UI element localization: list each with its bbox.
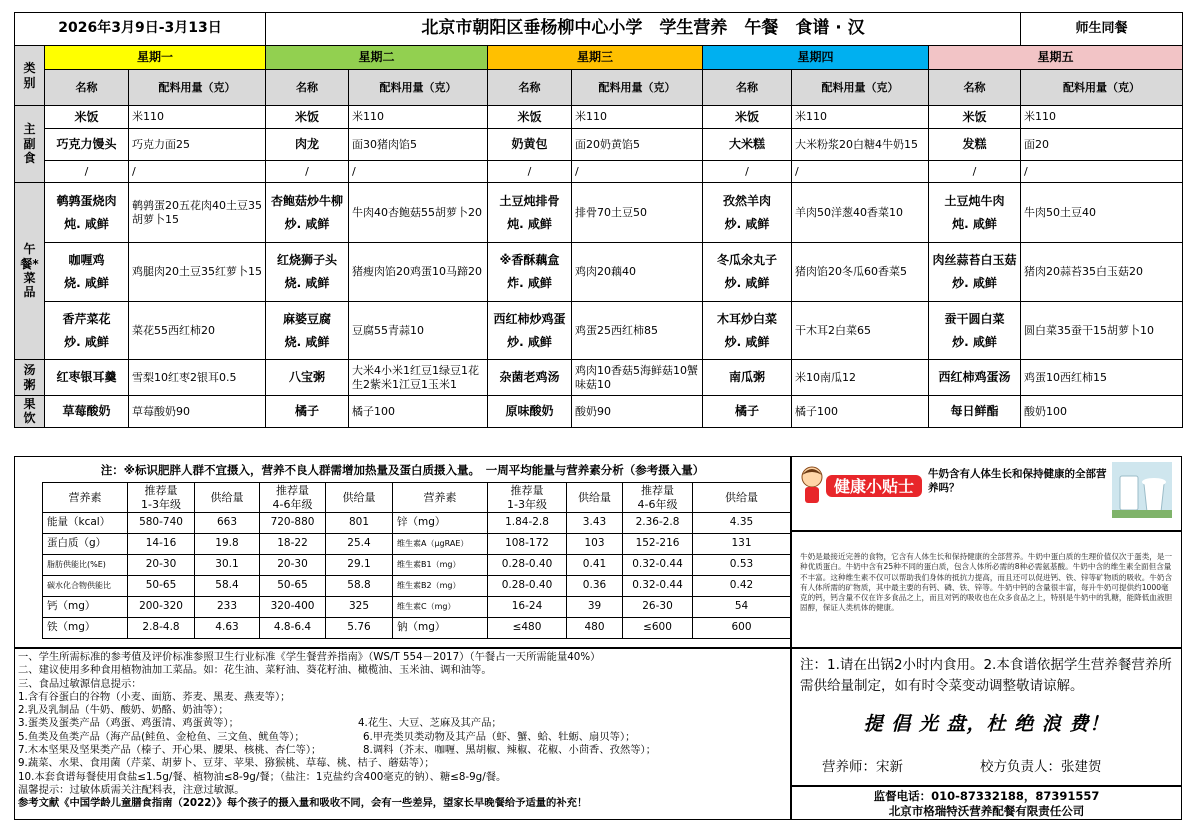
dish-ingredients: 大米粉浆20白糖4牛奶15 xyxy=(792,129,929,161)
dish-method: 炒. 咸鲜 xyxy=(284,216,330,231)
nutrition-header-row xyxy=(43,483,791,513)
nutrition-header: 供给量 xyxy=(195,483,260,513)
dish-ingredients: 猪肉馅20冬瓜60香菜5 xyxy=(792,243,929,302)
dish-name: 原味酸奶 xyxy=(488,396,572,428)
day-header-tue: 星期二 xyxy=(266,46,488,70)
dish-name: 奶黄包 xyxy=(488,129,572,161)
nutrition-cell: 26-30 xyxy=(623,597,693,618)
section-label: 主副食 xyxy=(15,106,45,183)
note-line: 8.调料（芥末、咖喱、黑胡椒、辣椒、花椒、小茴香、孜然等）； xyxy=(363,744,656,757)
nutrition-header: 推荐量 4-6年级 xyxy=(260,483,326,513)
nutrition-cell: 4.8-6.4 xyxy=(260,618,326,639)
nutrition-header: 供给量 xyxy=(326,483,393,513)
dish-ingredients: 猪瘦肉馅20鸡蛋10马蹄20 xyxy=(349,243,488,302)
supervision-box xyxy=(791,786,1182,820)
note-line: 1.含有谷蛋白的谷物（小麦、面筋、荞麦、黑麦、燕麦等）； xyxy=(18,690,291,703)
page-title: 北京市朝阳区垂杨柳中心小学 学生营养 午餐 食谱 · 汉 xyxy=(266,13,1021,46)
dish-name: 西红柿炒鸡蛋 xyxy=(493,311,566,326)
dish-name: 西红柿鸡蛋汤 xyxy=(929,360,1021,396)
dish-name: 八宝粥 xyxy=(266,360,349,396)
dish-ingredients: 牛肉40杏鲍菇55胡萝卜20 xyxy=(349,183,488,243)
menu-page xyxy=(14,12,1182,820)
day-header-mon: 星期一 xyxy=(45,46,266,70)
dish-ingredients: 干木耳2白菜65 xyxy=(792,302,929,360)
dish-cell xyxy=(488,243,572,302)
dish-name: 杂菌老鸡汤 xyxy=(488,360,572,396)
dish-name: 米饭 xyxy=(266,106,349,129)
nutrition-cell: 0.28-0.40 xyxy=(488,576,567,597)
dish-name: 每日鲜酯 xyxy=(929,396,1021,428)
nutrition-cell: 801 xyxy=(326,513,393,534)
dish-cell xyxy=(45,243,129,302)
dish-ingredients: 橘子100 xyxy=(349,396,488,428)
tips-question: 牛奶含有人体生长和保持健康的全部营养吗？ xyxy=(928,468,1107,494)
dish-cell xyxy=(929,183,1021,243)
nutrition-cell: 200-320 xyxy=(128,597,195,618)
dish-cell xyxy=(703,243,792,302)
bottom-panel xyxy=(14,456,1182,820)
nutrition-cell: 131 xyxy=(693,534,791,555)
dish-ingredients: 米110 xyxy=(792,106,929,129)
col-name-header: 名称 xyxy=(929,70,1021,106)
dish-ingredients: 米110 xyxy=(349,106,488,129)
dish-name: 巧克力馒头 xyxy=(45,129,129,161)
dish-name: 土豆炖牛肉 xyxy=(944,193,1005,208)
nutrition-cell: 2.36-2.8 xyxy=(623,513,693,534)
milk-picture xyxy=(1112,462,1172,518)
empty-slash: / xyxy=(129,161,266,183)
nutrition-cell: 0.28-0.40 xyxy=(488,555,567,576)
dish-cell xyxy=(929,302,1021,360)
dish-ingredients: 酸奶100 xyxy=(1021,396,1183,428)
dish-name: 麻婆豆腐 xyxy=(282,311,331,326)
dish-name: 发糕 xyxy=(929,129,1021,161)
dish-ingredients: 鸡蛋25西红柿85 xyxy=(572,302,703,360)
dish-cell xyxy=(266,243,349,302)
dish-method: 炖. 咸鲜 xyxy=(64,216,109,231)
note-line: 温馨提示：过敏体质需关注配料表，注意过敏源。 xyxy=(18,783,245,796)
health-tips-logo xyxy=(796,461,924,505)
col-name-header: 名称 xyxy=(488,70,572,106)
nutrition-cell: 钙（mg） xyxy=(43,597,128,618)
dish-cell xyxy=(266,183,349,243)
note-line: 4.花生、大豆、芝麻及其产品； xyxy=(358,717,502,730)
nutrition-header: 推荐量 1-3年级 xyxy=(488,483,567,513)
nutrition-cell: 580-740 xyxy=(128,513,195,534)
nutrition-cell: 14-16 xyxy=(128,534,195,555)
empty-slash: / xyxy=(703,161,792,183)
nutrition-row xyxy=(43,597,791,618)
dish-cell xyxy=(45,302,129,360)
dish-name: 咖喱鸡 xyxy=(68,253,105,268)
empty-slash: / xyxy=(1021,161,1183,183)
nutrition-cell: 29.1 xyxy=(326,555,393,576)
dish-ingredients: 猪肉20蒜苔35白玉菇20 xyxy=(1021,243,1183,302)
nutrition-caption: 注：※标识肥胖人群不宜摄入，营养不良人群需增加热量及蛋白质摄入量。 一周平均能量与营养素分析（参考摄入量） xyxy=(100,463,705,477)
category-label: 类别 xyxy=(15,46,45,106)
nutrition-cell: 58.8 xyxy=(326,576,393,597)
tips-body: 牛奶是最接近完善的食物，它含有人体生长和保持健康的全部营养。牛奶中蛋白质的生理价值仅次于蛋类，是一种优质蛋白。牛奶中含有25种不同的蛋白质，包含人体所必需的8种必需氨基酸。牛奶中含的维生素全面但含量不丰富。这种维生素不仅可以帮助我们身体的抵抗力提高，而且还可以促进钙、铁、锌等矿物质的吸收。牛奶含有人体所需的矿物质，其中最主要的有钙、磷、铁、锌等。牛奶中钙的含量很丰富，每升牛奶可提供约1000毫克的钙，钙含量不仅在许多食品之上，而且对钙的吸收也在众多食品之上，特别是牛奶中的乳糖，能降低血液胆固醇，保证人类机体的健康。 xyxy=(800,552,1173,613)
dish-name: 米饭 xyxy=(703,106,792,129)
empty-slash: / xyxy=(572,161,703,183)
nutrition-cell: 蛋白质（g） xyxy=(43,534,128,555)
supervise-phone: 监督电话：010-87332188，87391557 xyxy=(873,789,1100,803)
day-header-fri: 星期五 xyxy=(929,46,1183,70)
dish-ingredients: 巧克力面25 xyxy=(129,129,266,161)
empty-slash: / xyxy=(45,161,129,183)
nutrition-row xyxy=(43,555,791,576)
dish-method: 炒. 咸鲜 xyxy=(64,334,109,349)
dish-name: 孜然羊肉 xyxy=(722,193,771,208)
dish-ingredients: 圆白菜35蚕干15胡萝卜10 xyxy=(1021,302,1183,360)
right-notes-box xyxy=(791,648,1182,786)
nutrition-cell: 233 xyxy=(195,597,260,618)
dish-name: 土豆炖排骨 xyxy=(499,193,560,208)
nutrition-cell: 0.32-0.44 xyxy=(623,555,693,576)
dish-ingredients: 豆腐55青蒜10 xyxy=(349,302,488,360)
dish-ingredients: 米110 xyxy=(1021,106,1183,129)
dish-cell xyxy=(488,183,572,243)
col-ingredient-header: 配料用量（克） xyxy=(349,70,488,106)
dish-cell xyxy=(488,302,572,360)
nutrition-cell: 18-22 xyxy=(260,534,326,555)
dish-method: 炒. 咸鲜 xyxy=(952,334,997,349)
dish-ingredients: 面20奶黄馅5 xyxy=(572,129,703,161)
dish-method: 烧. 咸鲜 xyxy=(284,334,330,349)
notes-box xyxy=(14,648,791,820)
nutrition-cell: 4.35 xyxy=(693,513,791,534)
nutrition-cell: 0.41 xyxy=(567,555,623,576)
nutrition-cell: ≤600 xyxy=(623,618,693,639)
note-line: 一、学生所需标准的参考值及评价标准参照卫生行业标准《学生餐营养指南》（WS/T 554－2017）（午餐占一天所需能量40%） xyxy=(18,651,601,663)
note-line: 5.鱼类及鱼类产品（海产品(鲑鱼、金枪鱼、三文鱼、鱿鱼等）； xyxy=(18,730,305,743)
col-ingredient-header: 配料用量（克） xyxy=(129,70,266,106)
nutrition-header: 推荐量 4-6年级 xyxy=(623,483,693,513)
col-name-header: 名称 xyxy=(45,70,129,106)
empty-slash: / xyxy=(488,161,572,183)
col-ingredient-header: 配料用量（克） xyxy=(572,70,703,106)
nutrition-cell: 4.63 xyxy=(195,618,260,639)
note-line: 6.甲壳类贝类动物及其产品（虾、蟹、蛤、牡蛎、扇贝等）； xyxy=(363,730,636,743)
nutrition-cell: 480 xyxy=(567,618,623,639)
section-label: 午餐*菜品 xyxy=(15,183,45,360)
dish-name: 南瓜粥 xyxy=(703,360,792,396)
tips-header xyxy=(791,456,1182,531)
nutrition-cell: 维生素C（mg） xyxy=(393,597,488,618)
dish-name: 香芹菜花 xyxy=(62,311,111,326)
dish-ingredients: 菜花55西红柿20 xyxy=(129,302,266,360)
dish-cell xyxy=(45,183,129,243)
nutrition-cell: 1.84-2.8 xyxy=(488,513,567,534)
nutrition-cell: 2.8-4.8 xyxy=(128,618,195,639)
dish-name: 木耳炒白菜 xyxy=(716,311,777,326)
dish-method: 炒. 咸鲜 xyxy=(724,334,770,349)
dish-ingredients: 面20 xyxy=(1021,129,1183,161)
dish-cell xyxy=(703,302,792,360)
nutritionist: 营养师：宋新 xyxy=(822,759,903,775)
note-line: 参考文献《中国学龄儿童膳食指南（2022）》每个孩子的摄入量和吸收不同，会有一些差异，望家长早晚餐给予适量的补充！ xyxy=(18,797,588,810)
dish-ingredients: 橘子100 xyxy=(792,396,929,428)
nutrition-cell: 钠（mg） xyxy=(393,618,488,639)
nutrition-cell: 152-216 xyxy=(623,534,693,555)
nutrition-cell: 54 xyxy=(693,597,791,618)
dish-ingredients: 草莓酸奶90 xyxy=(129,396,266,428)
section-label: 果饮 xyxy=(15,396,45,428)
dish-ingredients: 羊肉50洋葱40香菜10 xyxy=(792,183,929,243)
dish-method: 炒. 咸鲜 xyxy=(724,216,770,231)
section-label: 汤粥 xyxy=(15,360,45,396)
nutrition-cell: 0.53 xyxy=(693,555,791,576)
dish-method: 炒. 咸鲜 xyxy=(724,276,770,290)
dish-name: 米饭 xyxy=(488,106,572,129)
dish-name: 杏鲍菇炒牛柳 xyxy=(270,193,343,208)
nutrition-cell: 50-65 xyxy=(128,576,195,597)
nutrition-header: 推荐量 1-3年级 xyxy=(128,483,195,513)
nutrition-cell: 锌（mg） xyxy=(393,513,488,534)
company-name: 北京市格瑞特沃营养配餐有限责任公司 xyxy=(888,804,1085,818)
nutrition-cell: 39 xyxy=(567,597,623,618)
slogan: 提 倡 光 盘，杜 绝 浪 费！ xyxy=(863,713,1110,735)
nutrition-cell: 25.4 xyxy=(326,534,393,555)
dish-ingredients: 鸡腿肉20土豆35红萝卜15 xyxy=(129,243,266,302)
dish-name: 鹌鹑蛋烧肉 xyxy=(56,193,117,208)
dish-ingredients: 鹌鹑蛋20五花肉40土豆35胡萝卜15 xyxy=(129,183,266,243)
nutrition-cell: 325 xyxy=(326,597,393,618)
serving-note: 注：1.请在出锅2小时内食用。2.本食谱依据学生营养餐营养所需供给量制定，如有时令菜变动调整敬请谅解。 xyxy=(800,657,1172,694)
dish-name: 大米糕 xyxy=(703,129,792,161)
note-line: 二、建议使用多种食用植物油加工菜品。如：花生油、菜籽油、葵花籽油、橄榄油、玉米油、调和油等。 xyxy=(18,664,492,677)
nutrition-cell: 663 xyxy=(195,513,260,534)
nutrition-table xyxy=(42,482,791,639)
nutrition-header: 供给量 xyxy=(567,483,623,513)
nutrition-cell: 0.32-0.44 xyxy=(623,576,693,597)
nutrition-cell: 16-24 xyxy=(488,597,567,618)
nutrition-cell: 50-65 xyxy=(260,576,326,597)
dish-name: 米饭 xyxy=(45,106,129,129)
dish-name: 草莓酸奶 xyxy=(45,396,129,428)
nutrition-header: 营养素 xyxy=(43,483,128,513)
nutrition-cell: 108-172 xyxy=(488,534,567,555)
dish-ingredients: 酸奶90 xyxy=(572,396,703,428)
dish-ingredients: 面30猪肉馅5 xyxy=(349,129,488,161)
dish-ingredients: 牛肉50土豆40 xyxy=(1021,183,1183,243)
nutrition-row xyxy=(43,576,791,597)
dish-ingredients: 雪梨10红枣2银耳0.5 xyxy=(129,360,266,396)
note-line: 10.本套食谱每餐使用食盐≤1.5g/餐、植物油≤8-9g/餐；（盐注：1克盐约含400毫克的钠）、糖≤8-9g/餐。 xyxy=(18,770,507,783)
empty-slash: / xyxy=(349,161,488,183)
empty-slash: / xyxy=(266,161,349,183)
note-line: 3.蛋类及蛋类产品（鸡蛋、鸡蛋清、鸡蛋黄等）； xyxy=(18,717,239,730)
dish-name: 蚕干圆白菜 xyxy=(944,311,1005,326)
school-contact: 校方负责人：张建贺 xyxy=(980,759,1102,775)
dish-method: 炖. 咸鲜 xyxy=(507,216,552,231)
nutrition-row xyxy=(43,534,791,555)
dish-method: 炖. 咸鲜 xyxy=(952,216,997,231)
meal-tag: 师生同餐 xyxy=(1021,13,1183,46)
date-range: 2026年3月9日-3月13日 xyxy=(15,13,266,46)
dish-method: 烧. 咸鲜 xyxy=(64,276,109,290)
dish-ingredients: 米110 xyxy=(572,106,703,129)
nutrition-cell: 维生素B2（mg） xyxy=(393,576,488,597)
dish-ingredients: 大米4小米1红豆1绿豆1花生2紫米1江豆1玉米1 xyxy=(349,360,488,396)
nutrition-cell: 600 xyxy=(693,618,791,639)
note-line: 三、食品过敏源信息提示： xyxy=(18,677,142,690)
note-line: 9.蔬菜、水果、食用菌（芹菜、胡萝卜、豆芽、苹果、猕猴桃、草莓、桃、桔子、蘑菇等）； xyxy=(18,757,435,770)
nutrition-row xyxy=(43,513,791,534)
nutrition-row xyxy=(43,618,791,639)
dish-method: 烧. 咸鲜 xyxy=(284,276,330,290)
nutrition-cell: 19.8 xyxy=(195,534,260,555)
nutrition-cell: 碳水化合物供能比 xyxy=(43,576,128,597)
dish-ingredients: 米10南瓜12 xyxy=(792,360,929,396)
dish-cell xyxy=(266,302,349,360)
dish-name: 橘子 xyxy=(266,396,349,428)
nutrition-header: 营养素 xyxy=(393,483,488,513)
col-ingredient-header: 配料用量（克） xyxy=(1021,70,1183,106)
nutrition-cell: 0.42 xyxy=(693,576,791,597)
nutrition-cell: 维生素A（μgRAE） xyxy=(393,534,488,555)
nutrition-cell: 5.76 xyxy=(326,618,393,639)
dish-name: 红烧狮子头 xyxy=(276,253,337,268)
dish-name: 冬瓜氽丸子 xyxy=(716,253,777,268)
note-line: 2.乳及乳制品（牛奶、酸奶、奶酪、奶油等）； xyxy=(18,704,229,717)
day-header-wed: 星期三 xyxy=(488,46,703,70)
note-line: 7.木本坚果及坚果类产品（榛子、开心果、腰果、核桃、杏仁等）； xyxy=(18,744,322,757)
dish-cell xyxy=(929,243,1021,302)
dish-method: 炒. 咸鲜 xyxy=(507,334,552,349)
col-name-header: 名称 xyxy=(266,70,349,106)
nutrition-cell: 720-880 xyxy=(260,513,326,534)
tips-body-box xyxy=(791,531,1182,648)
dish-ingredients: 鸡肉20藕40 xyxy=(572,243,703,302)
nutrition-cell: 能量（kcal） xyxy=(43,513,128,534)
nutrition-cell: 3.43 xyxy=(567,513,623,534)
health-tips-title: 健康小贴士 xyxy=(833,477,915,496)
nutrition-cell: ≤480 xyxy=(488,618,567,639)
dish-ingredients: 米110 xyxy=(129,106,266,129)
col-name-header: 名称 xyxy=(703,70,792,106)
dish-method: 炸. 咸鲜 xyxy=(507,276,552,290)
nutrition-cell: 维生素B1（mg） xyxy=(393,555,488,576)
nutrition-cell: 20-30 xyxy=(128,555,195,576)
dish-name: ※香酥藕盒 xyxy=(499,253,560,268)
dish-ingredients: 鸡肉10香菇5海鲜菇10蟹味菇10 xyxy=(572,360,703,396)
nutrition-cell: 脂肪供能比(%E) xyxy=(43,555,128,576)
day-header-thu: 星期四 xyxy=(703,46,929,70)
dish-name: 肉龙 xyxy=(266,129,349,161)
nutrition-cell: 20-30 xyxy=(260,555,326,576)
nutrition-cell: 30.1 xyxy=(195,555,260,576)
dish-method: 炒. 咸鲜 xyxy=(952,276,997,290)
nutrition-cell: 58.4 xyxy=(195,576,260,597)
nutrition-header: 供给量 xyxy=(693,483,791,513)
empty-slash: / xyxy=(792,161,929,183)
dish-ingredients: 鸡蛋10西红柿15 xyxy=(1021,360,1183,396)
weekly-menu-table xyxy=(14,12,1183,428)
dish-name: 橘子 xyxy=(703,396,792,428)
empty-slash: / xyxy=(929,161,1021,183)
dish-name: 红枣银耳羹 xyxy=(45,360,129,396)
dish-name: 米饭 xyxy=(929,106,1021,129)
dish-cell xyxy=(703,183,792,243)
nutrition-cell: 103 xyxy=(567,534,623,555)
nutrition-cell: 铁（mg） xyxy=(43,618,128,639)
col-ingredient-header: 配料用量（克） xyxy=(792,70,929,106)
dish-name: 肉丝蒜苔白玉菇 xyxy=(932,253,1017,268)
nutrition-cell: 320-400 xyxy=(260,597,326,618)
dish-ingredients: 排骨70土豆50 xyxy=(572,183,703,243)
nutrition-cell: 0.36 xyxy=(567,576,623,597)
